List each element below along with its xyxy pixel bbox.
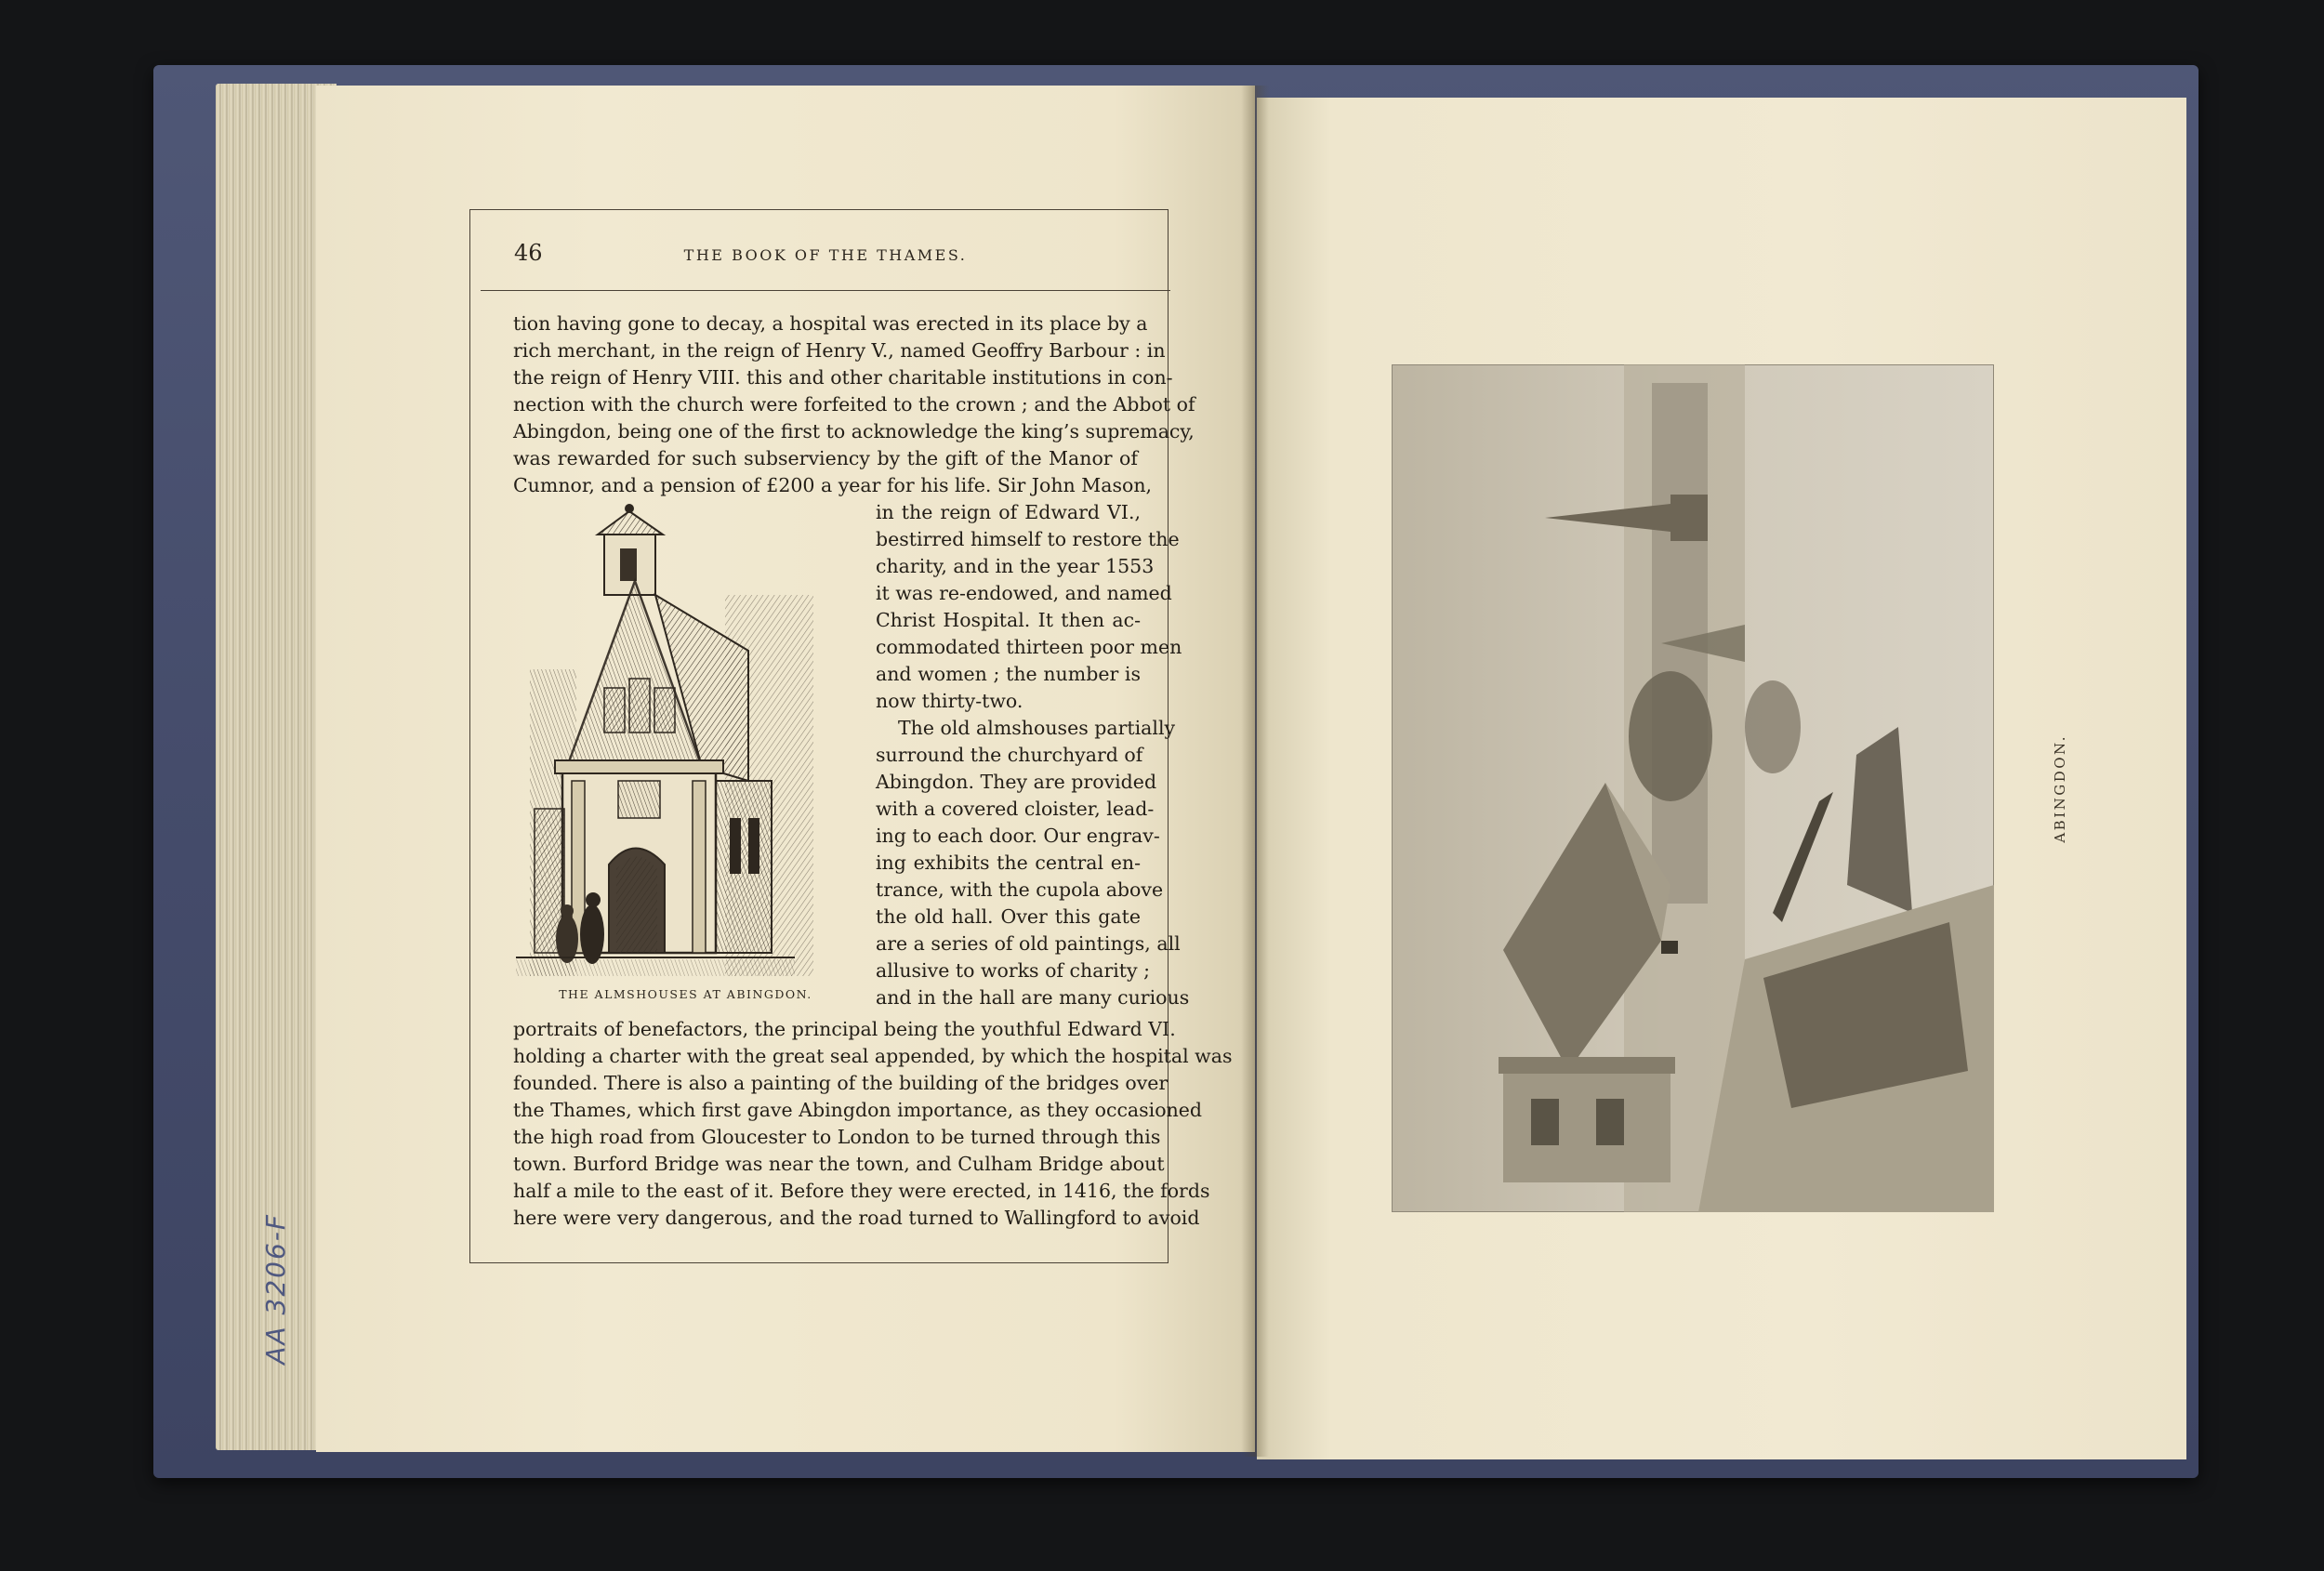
text-line: was rewarded for such subserviency by the gift of the Manor of — [513, 447, 1138, 469]
text-line: in the reign of Edward VI., — [876, 501, 1141, 523]
book-gutter — [1241, 86, 1269, 1457]
text-line: the reign of Henry VIII. this and other charitable institutions in con- — [513, 366, 1173, 389]
text-line: nection with the church were forfeited to the crown ; and the Abbot of — [513, 393, 1195, 416]
text-line: and in the hall are many curious — [876, 986, 1190, 1009]
text-line: half a mile to the east of it. Before they were erected, in 1416, the fords — [513, 1180, 1210, 1202]
text-line: surround the churchyard of — [876, 744, 1143, 766]
text-line: ing exhibits the central en- — [876, 852, 1141, 874]
text-line: allusive to works of charity ; — [876, 959, 1151, 982]
shelfmark-annotation: AA 3206-F — [260, 1213, 291, 1365]
text-line: The old almshouses partially — [898, 717, 1176, 739]
plate-title: ABINGDON. — [2052, 734, 2068, 843]
text-line: the Thames, which first gave Abingdon importance, as they occasioned — [513, 1099, 1203, 1121]
text-line: Christ Hospital. It then ac- — [876, 609, 1141, 631]
text-line: trance, with the cupola above — [876, 878, 1164, 901]
text-line: commodated thirteen poor men — [876, 636, 1182, 658]
text-line: rich merchant, in the reign of Henry V., named Geoffry Barbour : in — [513, 339, 1166, 362]
running-title: THE BOOK OF THE THAMES. — [683, 246, 968, 264]
text-line: bestirred himself to restore the — [876, 528, 1180, 550]
text-line: Cumnor, and a pension of £200 a year for his life. Sir John Mason, — [513, 474, 1153, 496]
page-number: 46 — [514, 240, 543, 266]
text-line: town. Burford Bridge was near the town, and Culham Bridge about — [513, 1153, 1165, 1175]
text-line: and women ; the number is — [876, 663, 1141, 685]
abingdon-photograph — [1392, 364, 1994, 1212]
text-line: Abingdon, being one of the first to acknowledge the king’s supremacy, — [513, 420, 1195, 442]
text-line: Abingdon. They are provided — [876, 771, 1157, 793]
text-line: now thirty-two. — [876, 690, 1023, 712]
text-line: the old hall. Over this gate — [876, 905, 1141, 928]
text-line: are a series of old paintings, all — [876, 932, 1181, 955]
text-line: ing to each door. Our engrav- — [876, 825, 1160, 847]
almshouses-engraving — [516, 502, 855, 985]
head-rule — [481, 290, 1170, 291]
engraving-caption: THE ALMSHOUSES AT ABINGDON. — [559, 987, 812, 1001]
text-line: founded. There is also a painting of the building of the bridges over — [513, 1072, 1169, 1094]
text-line: holding a charter with the great seal appended, by which the hospital was — [513, 1045, 1233, 1067]
text-line: the high road from Gloucester to London to be turned through this — [513, 1126, 1161, 1148]
text-line: portraits of benefactors, the principal being the youthful Edward VI. — [513, 1018, 1176, 1040]
text-line: it was re-endowed, and named — [876, 582, 1172, 604]
running-head — [481, 240, 1170, 286]
text-line: charity, and in the year 1553 — [876, 555, 1155, 577]
text-line: tion having gone to decay, a hospital was erected in its place by a — [513, 312, 1148, 335]
text-line: with a covered cloister, lead- — [876, 798, 1155, 820]
text-line: here were very dangerous, and the road turned to Wallingford to avoid — [513, 1207, 1200, 1229]
